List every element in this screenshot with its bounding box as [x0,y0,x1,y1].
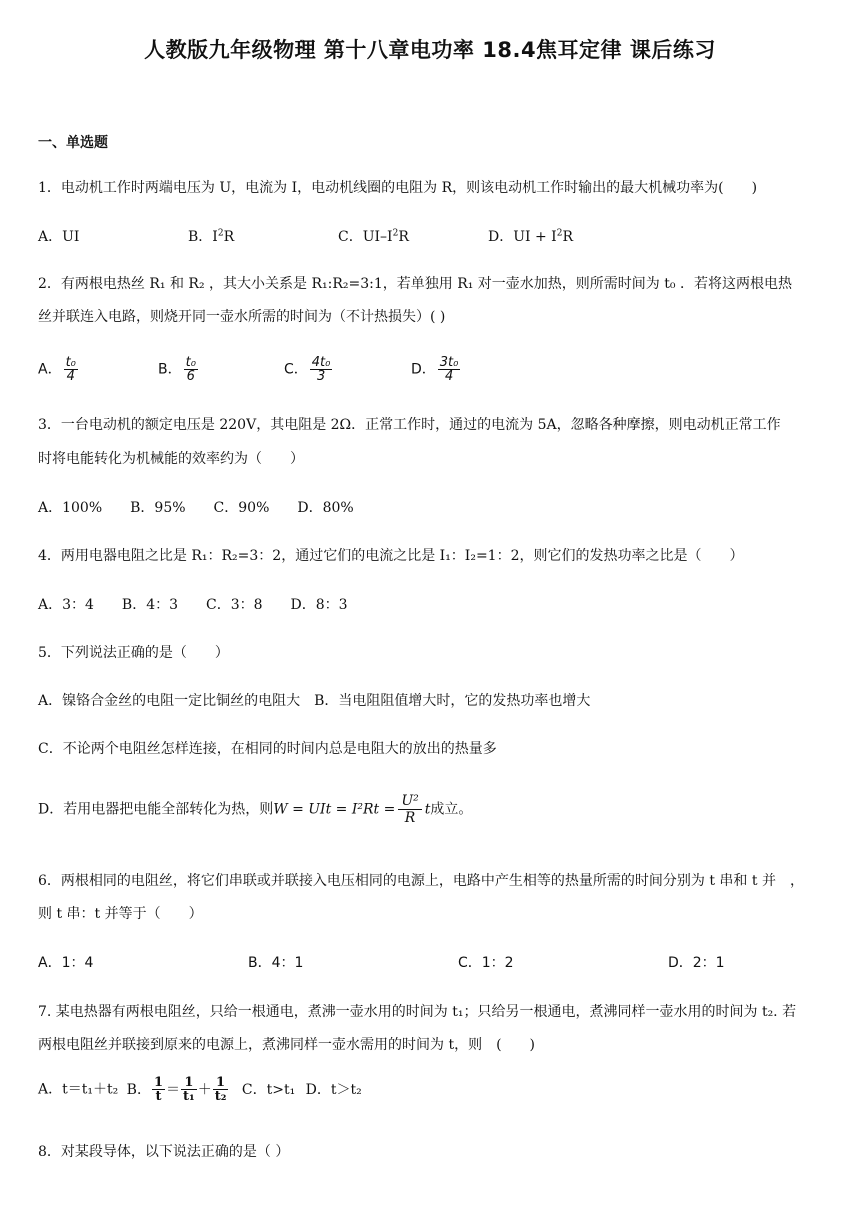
section-heading: 一、单选题 [38,135,108,151]
option-d: D．t＞t₂ [305,1081,362,1098]
question-7-line-2: 两根电阻丝并联接到原来的电源上，煮沸同样一壶水需用的时间为 t，则 ( ) [38,1037,535,1053]
option-c: C．$UI-I^2R$ [338,228,409,245]
option-b: B． $\frac{\text{t₀}}{6}$ [158,355,196,384]
option-a: A． $\frac{\text{t₀}}{4}$ [38,355,76,384]
option-a: A．UI [38,229,80,245]
question-4-options: A．3：4 B．4：3 C．3：8 D．8：3 [38,597,348,613]
option-a: A．1：4 [38,955,94,971]
question-6-line-1: 6．两根相同的电阻丝，将它们串联或并联接入电压相同的电源上，电路中产生相等的热量所需的时间分别为 t 串和 t 并 ， [38,873,804,889]
question-3-line-1: 3．一台电动机的额定电压是 220V，其电阻是 2Ω．正常工作时，通过的电流为 5A，忽略各种摩擦，则电动机正常工作 [38,417,781,433]
option-d: D． $\frac{\text{3t₀}}{4}$ [411,355,459,384]
option-d: D．2：1 [668,955,725,971]
question-8-text: 8．对某段导体，以下说法正确的是（ ） [38,1144,290,1160]
option-d: D．UI + $I^2R$ [488,228,573,245]
question-1-options [38,226,838,246]
question-2-options [38,350,838,390]
question-2-line-2: 丝并联连入电路，则烧开同一壶水所需的时间为（不计热损失）( ) [38,309,446,325]
question-5-option-c: C．不论两个电阻丝怎样连接，在相同的时间内总是电阻大的放出的热量多 [38,741,497,757]
option-b: B．$I^2R$ [188,228,235,245]
option-b: B．4：1 [248,955,304,971]
page-title: 人教版九年级物理 第十八章电功率 18.4焦耳定律 课后练习 [144,38,716,62]
question-7-line-1: 7. 某电热器有两根电阻丝，只给一根通电，煮沸一壶水用的时间为 t₁；只给另一根通电，煮沸同样一壶水用的时间为 t₂. 若 [38,1004,797,1020]
question-5-options-ab: A．镍铬合金丝的电阻一定比铜丝的电阻大 B．当电阻阻值增大时，它的发热功率也增大 [38,693,591,709]
question-7-options [38,1076,830,1116]
question-2-line-1: 2．有两根电热丝 R₁ 和 R₂ ，其大小关系是 R₁:R₂=3:1，若单独用 R₁ 对一壶水加热，则所需时间为 t₀ ．若将这两根电热 [38,276,792,292]
option-c: C．1：2 [458,955,514,971]
option-c: C． $\frac{\text{4t₀}}{3}$ [284,355,331,384]
option-b: B． $\frac{1}{t}$ ＝ $\frac{1}{\text{t₁}}$ ＋ $\frac{1}{\text{t₂}}$ [126,1075,227,1104]
question-5-text: 5．下列说法正确的是（ ） [38,645,229,661]
question-3-options: A．100% B．95% C．90% D．80% [38,500,354,516]
joule-formula: W = UIt = I²Rt = [273,801,396,818]
question-6-line-2: 则 t 串：t 并等于（ ） [38,906,203,922]
question-4-text: 4．两用电器电阻之比是 R₁：R₂=3：2，通过它们的电流之比是 I₁：I₂=1：2，则它们的发热功率之比是（ ） [38,548,744,564]
question-6-options [38,952,838,972]
option-a: A．t＝t₁＋t₂ [38,1081,119,1098]
question-3-line-2: 时将电能转化为机械能的效率约为（ ） [38,451,304,467]
option-c: C．t>t₁ [241,1081,296,1098]
question-1-text: 1．电动机工作时两端电压为 U，电流为 I，电动机线圈的电阻为 R，则该电动机工作时输出的最大机械功率为( ) [38,180,758,196]
question-5-option-d: D．若用电器把电能全部转化为热，则W = UIt = I²Rt = $\frac{\text{U²}}{R}$ t成立。 [38,793,473,826]
